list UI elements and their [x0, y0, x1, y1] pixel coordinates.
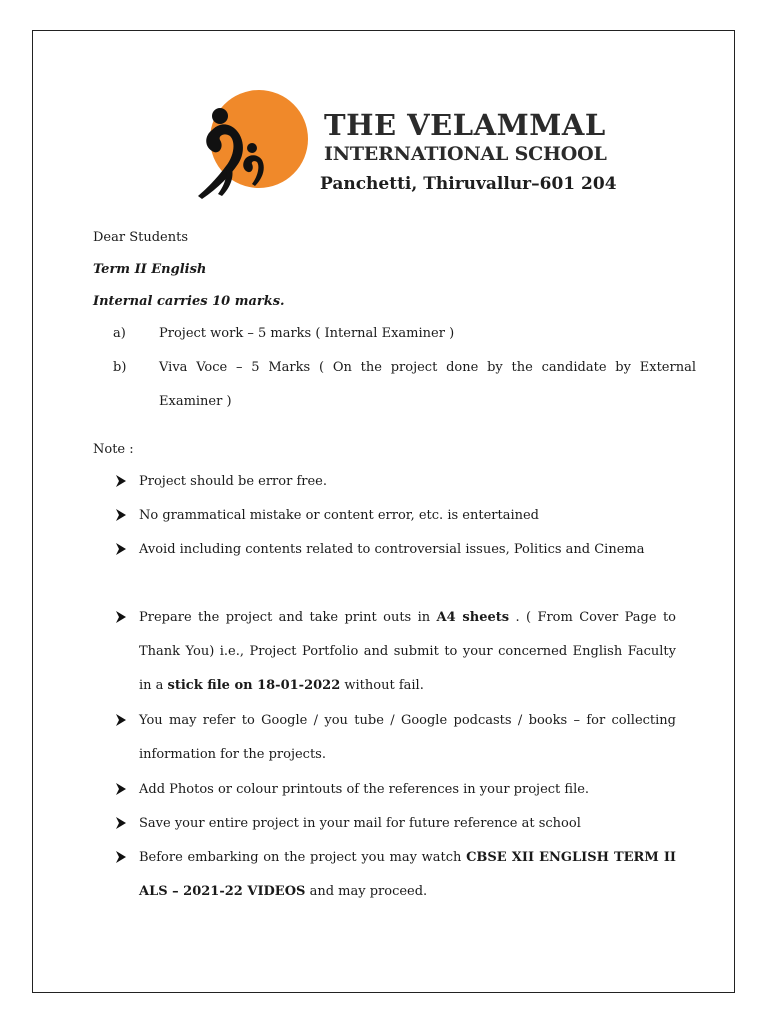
- school-logo-figures-icon: [190, 96, 280, 208]
- bullet-text: [139, 841, 676, 909]
- school-name-line2: INTERNATIONAL SCHOOL: [324, 143, 607, 165]
- arrow-bullet-icon: [115, 508, 127, 522]
- bullet-text-bold: stick file on 18-01-2022: [167, 678, 341, 693]
- school-header: [190, 88, 660, 208]
- bullet-text-part: Before embarking on the project you may watch: [139, 850, 467, 865]
- arrow-bullet-icon: [115, 816, 127, 830]
- bullet-text: [139, 601, 676, 703]
- bullet-text-part: Prepare the project and take print outs in: [139, 610, 437, 625]
- term-heading: Term II English: [93, 262, 207, 277]
- bullet-text: Save your entire project in your mail for future reference at school: [139, 816, 581, 831]
- bullet-text-part: without fail.: [340, 678, 424, 693]
- bullet-text: Add Photos or colour printouts of the references in your project file.: [139, 782, 590, 797]
- internal-marks-heading: Internal carries 10 marks.: [93, 294, 285, 309]
- list-marker: b): [113, 360, 127, 375]
- school-name-line1: THE VELAMMAL: [324, 108, 606, 142]
- arrow-bullet-icon: [115, 850, 127, 864]
- arrow-bullet-icon: [115, 610, 127, 624]
- school-address: Panchetti, Thiruvallur–601 204: [320, 174, 617, 194]
- arrow-bullet-icon: [115, 782, 127, 796]
- note-label: Note :: [93, 442, 134, 457]
- salutation: Dear Students: [93, 230, 188, 245]
- bullet-text: You may refer to Google / you tube / Google podcasts / books – for collecting information for the projects.: [139, 713, 676, 762]
- bullet-text-part: . ( From Cover Page to Thank You) i.e., Project Portfolio and submit to your concerned English Faculty in a: [139, 610, 676, 693]
- bullet-text-bold: CBSE XII ENGLISH TERM II ALS – 2021-22 VIDEOS: [139, 850, 676, 899]
- bullet-text: No grammatical mistake or content error, etc. is entertained: [139, 508, 540, 523]
- arrow-bullet-icon: [115, 542, 127, 556]
- arrow-bullet-icon: [115, 713, 127, 727]
- bullet-text-bold: A4 sheets: [436, 610, 510, 625]
- bullet-text: Project should be error free.: [139, 474, 327, 489]
- bullet-text-part: and may proceed.: [305, 884, 428, 899]
- list-marker: a): [113, 326, 126, 341]
- arrow-bullet-icon: [115, 474, 127, 488]
- list-item-text: Project work – 5 marks ( Internal Examiner ): [159, 326, 455, 341]
- bullet-text: Avoid including contents related to controversial issues, Politics and Cinema: [139, 542, 645, 557]
- list-item-text: Viva Voce – 5 Marks ( On the project done by the candidate by External Examiner ): [159, 360, 696, 409]
